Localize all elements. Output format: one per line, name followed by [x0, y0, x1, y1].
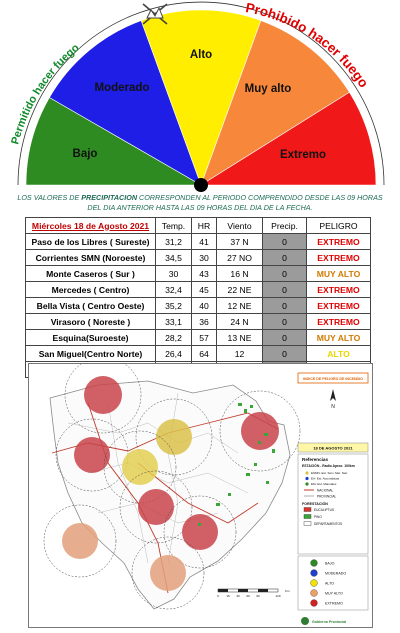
scale-label: 0: [217, 594, 219, 598]
svg-text:FORESTACIÓN: FORESTACIÓN: [302, 502, 328, 506]
forest-swatch: [304, 508, 311, 512]
cell-danger: ALTO: [307, 346, 371, 362]
cell-hr: 30: [192, 250, 217, 266]
forest-swatch: [304, 522, 311, 526]
danger-label: MODERADO: [325, 571, 347, 576]
cell-place: Mercedes ( Centro): [26, 282, 156, 298]
cell-wind: 12: [217, 346, 263, 362]
danger-label: ALTO: [325, 581, 335, 586]
cell-wind: 37 N: [217, 234, 263, 250]
cell-precip: 0: [263, 346, 307, 362]
needle-pivot: [194, 178, 208, 192]
cell-danger: MUY ALTO: [307, 330, 371, 346]
cell-temp: 30: [156, 266, 192, 282]
danger-swatch: [311, 560, 318, 567]
table-row: [26, 250, 371, 266]
gauge-label-muy-alto: Muy alto: [244, 83, 292, 95]
cell-wind: 12 NE: [217, 298, 263, 314]
station-danger-circle: [156, 419, 192, 455]
danger-swatch: [311, 590, 318, 597]
svg-text:N: N: [331, 404, 335, 410]
cell-place: Esquina(Suroeste): [26, 330, 156, 346]
gauge-label-bajo: Bajo: [72, 148, 98, 160]
header-wind: Viento: [217, 218, 263, 234]
station-danger-circle: [138, 489, 174, 525]
scale-label: 60: [246, 594, 250, 598]
cell-danger: EXTREMO: [307, 234, 371, 250]
cell-temp: 28,2: [156, 330, 192, 346]
cell-hr: 40: [192, 298, 217, 314]
scale-label: 120: [275, 594, 281, 598]
svg-text:Gobierno Provincial: Gobierno Provincial: [312, 620, 347, 624]
cell-danger: EXTREMO: [307, 250, 371, 266]
danger-swatch: [311, 570, 318, 577]
map-title: INDICE DE PELIGRO DE INCENDIO: [303, 377, 363, 381]
cell-precip: 0: [263, 330, 307, 346]
cell-hr: 57: [192, 330, 217, 346]
cell-precip: 0: [263, 282, 307, 298]
station-icon: [305, 477, 308, 480]
scale-unit: Km: [285, 589, 290, 593]
header-temp: Temp.: [156, 218, 192, 234]
cell-precip: 0: [263, 234, 307, 250]
station-danger-circle: [62, 523, 98, 559]
svg-text:Referencias: Referencias: [302, 457, 329, 462]
cell-precip: 0: [263, 250, 307, 266]
cell-danger: EXTREMO: [307, 282, 371, 298]
cell-place: Virasoro ( Noreste ): [26, 314, 156, 330]
cell-hr: 36: [192, 314, 217, 330]
cell-wind: 16 N: [217, 266, 263, 282]
table-row: [26, 266, 371, 282]
station-danger-circle: [182, 514, 218, 550]
cell-precip: 0: [263, 298, 307, 314]
cell-temp: 26,4: [156, 346, 192, 362]
cell-hr: 45: [192, 282, 217, 298]
cell-precip: 0: [263, 266, 307, 282]
permitted-label: Permitido hacer fuego: [9, 41, 82, 146]
cell-hr: 43: [192, 266, 217, 282]
cell-temp: 34,5: [156, 250, 192, 266]
cell-temp: 33,1: [156, 314, 192, 330]
forest-label: DEPARTAMENTOS: [314, 522, 343, 526]
station-danger-circle: [122, 449, 158, 485]
table-row: [26, 234, 371, 250]
station-label: ESMN- Est. Serv. Met. Nac.: [311, 471, 348, 476]
table-row: [26, 298, 371, 314]
fire-danger-gauge: [0, 0, 400, 195]
weather-table: [25, 217, 371, 378]
svg-text:PROVINCIAL: PROVINCIAL: [317, 494, 337, 499]
station-danger-circle: [74, 437, 110, 473]
station-icon: [305, 471, 308, 474]
cell-precip: 0: [263, 314, 307, 330]
cell-hr: 64: [192, 346, 217, 362]
table-header-row: [26, 218, 371, 234]
svg-text:ESTACIÓN - Radio Aprox. 100km: ESTACIÓN - Radio Aprox. 100km: [302, 464, 355, 468]
station-label: EM- Est. Manuales: [311, 482, 337, 487]
danger-label: BAJO: [325, 561, 335, 566]
header-danger: PELIGRO: [307, 218, 371, 234]
cell-danger: EXTREMO: [307, 314, 371, 330]
danger-label: MUY ALTO: [325, 591, 343, 596]
cell-temp: 35,2: [156, 298, 192, 314]
table-date: Miércoles 18 de Agosto 2021: [26, 218, 156, 234]
station-danger-circle: [150, 555, 186, 591]
cell-wind: 24 N: [217, 314, 263, 330]
scale-label: 90: [256, 594, 260, 598]
fire-danger-map: [28, 363, 373, 628]
cell-wind: 13 NE: [217, 330, 263, 346]
cell-place: San Miguel(Centro Norte): [26, 346, 156, 362]
table-row: [26, 314, 371, 330]
cell-danger: EXTREMO: [307, 298, 371, 314]
station-icon: [305, 482, 308, 485]
table-row: [26, 346, 371, 362]
station-label: EA- Est. Automáticas: [311, 476, 340, 481]
station-danger-circle: [84, 376, 122, 414]
scale-label: 15: [226, 594, 230, 598]
cell-hr: 41: [192, 234, 217, 250]
forest-label: EUCALIPTUS: [314, 508, 335, 512]
cell-temp: 32,4: [156, 282, 192, 298]
cell-place: Corrientes SMN (Noroeste): [26, 250, 156, 266]
forest-label: PINO: [314, 515, 322, 519]
precipitation-note: LOS VALORES DE PRECIPITACION CORRESPONDEN AL PERIODO COMPRENDIDO DESDE LAS 09 HORAS DEL DIA ANTERIOR HASTA LAS 09 HORAS DEL DIA DE LA FECHA.: [17, 193, 383, 212]
forest-swatch: [304, 515, 311, 519]
cell-place: Paso de los Libres ( Sureste): [26, 234, 156, 250]
gauge-label-moderado: Moderado: [94, 82, 150, 94]
gauge-label-alto: Alto: [189, 49, 213, 61]
cell-wind: 22 NE: [217, 282, 263, 298]
header-precip: Precip.: [263, 218, 307, 234]
danger-swatch: [311, 580, 318, 587]
prohibited-label: Prohibido hacer fuego: [244, 0, 372, 91]
cell-temp: 31,2: [156, 234, 192, 250]
svg-text:NACIONAL: NACIONAL: [317, 488, 334, 493]
station-danger-circle: [241, 412, 279, 450]
map-date: 18 DE AGOSTO 2021: [313, 445, 353, 451]
table-row: [26, 282, 371, 298]
table-row: [26, 330, 371, 346]
cell-danger: MUY ALTO: [307, 266, 371, 282]
cell-place: Monte Caseros ( Sur ): [26, 266, 156, 282]
gauge-label-extremo: Extremo: [279, 149, 327, 161]
danger-label: EXTREMO: [325, 601, 343, 606]
scale-label: 30: [236, 594, 240, 598]
danger-swatch: [311, 600, 318, 607]
header-hr: HR: [192, 218, 217, 234]
cell-place: Bella Vista ( Centro Oeste): [26, 298, 156, 314]
cell-wind: 27 NO: [217, 250, 263, 266]
